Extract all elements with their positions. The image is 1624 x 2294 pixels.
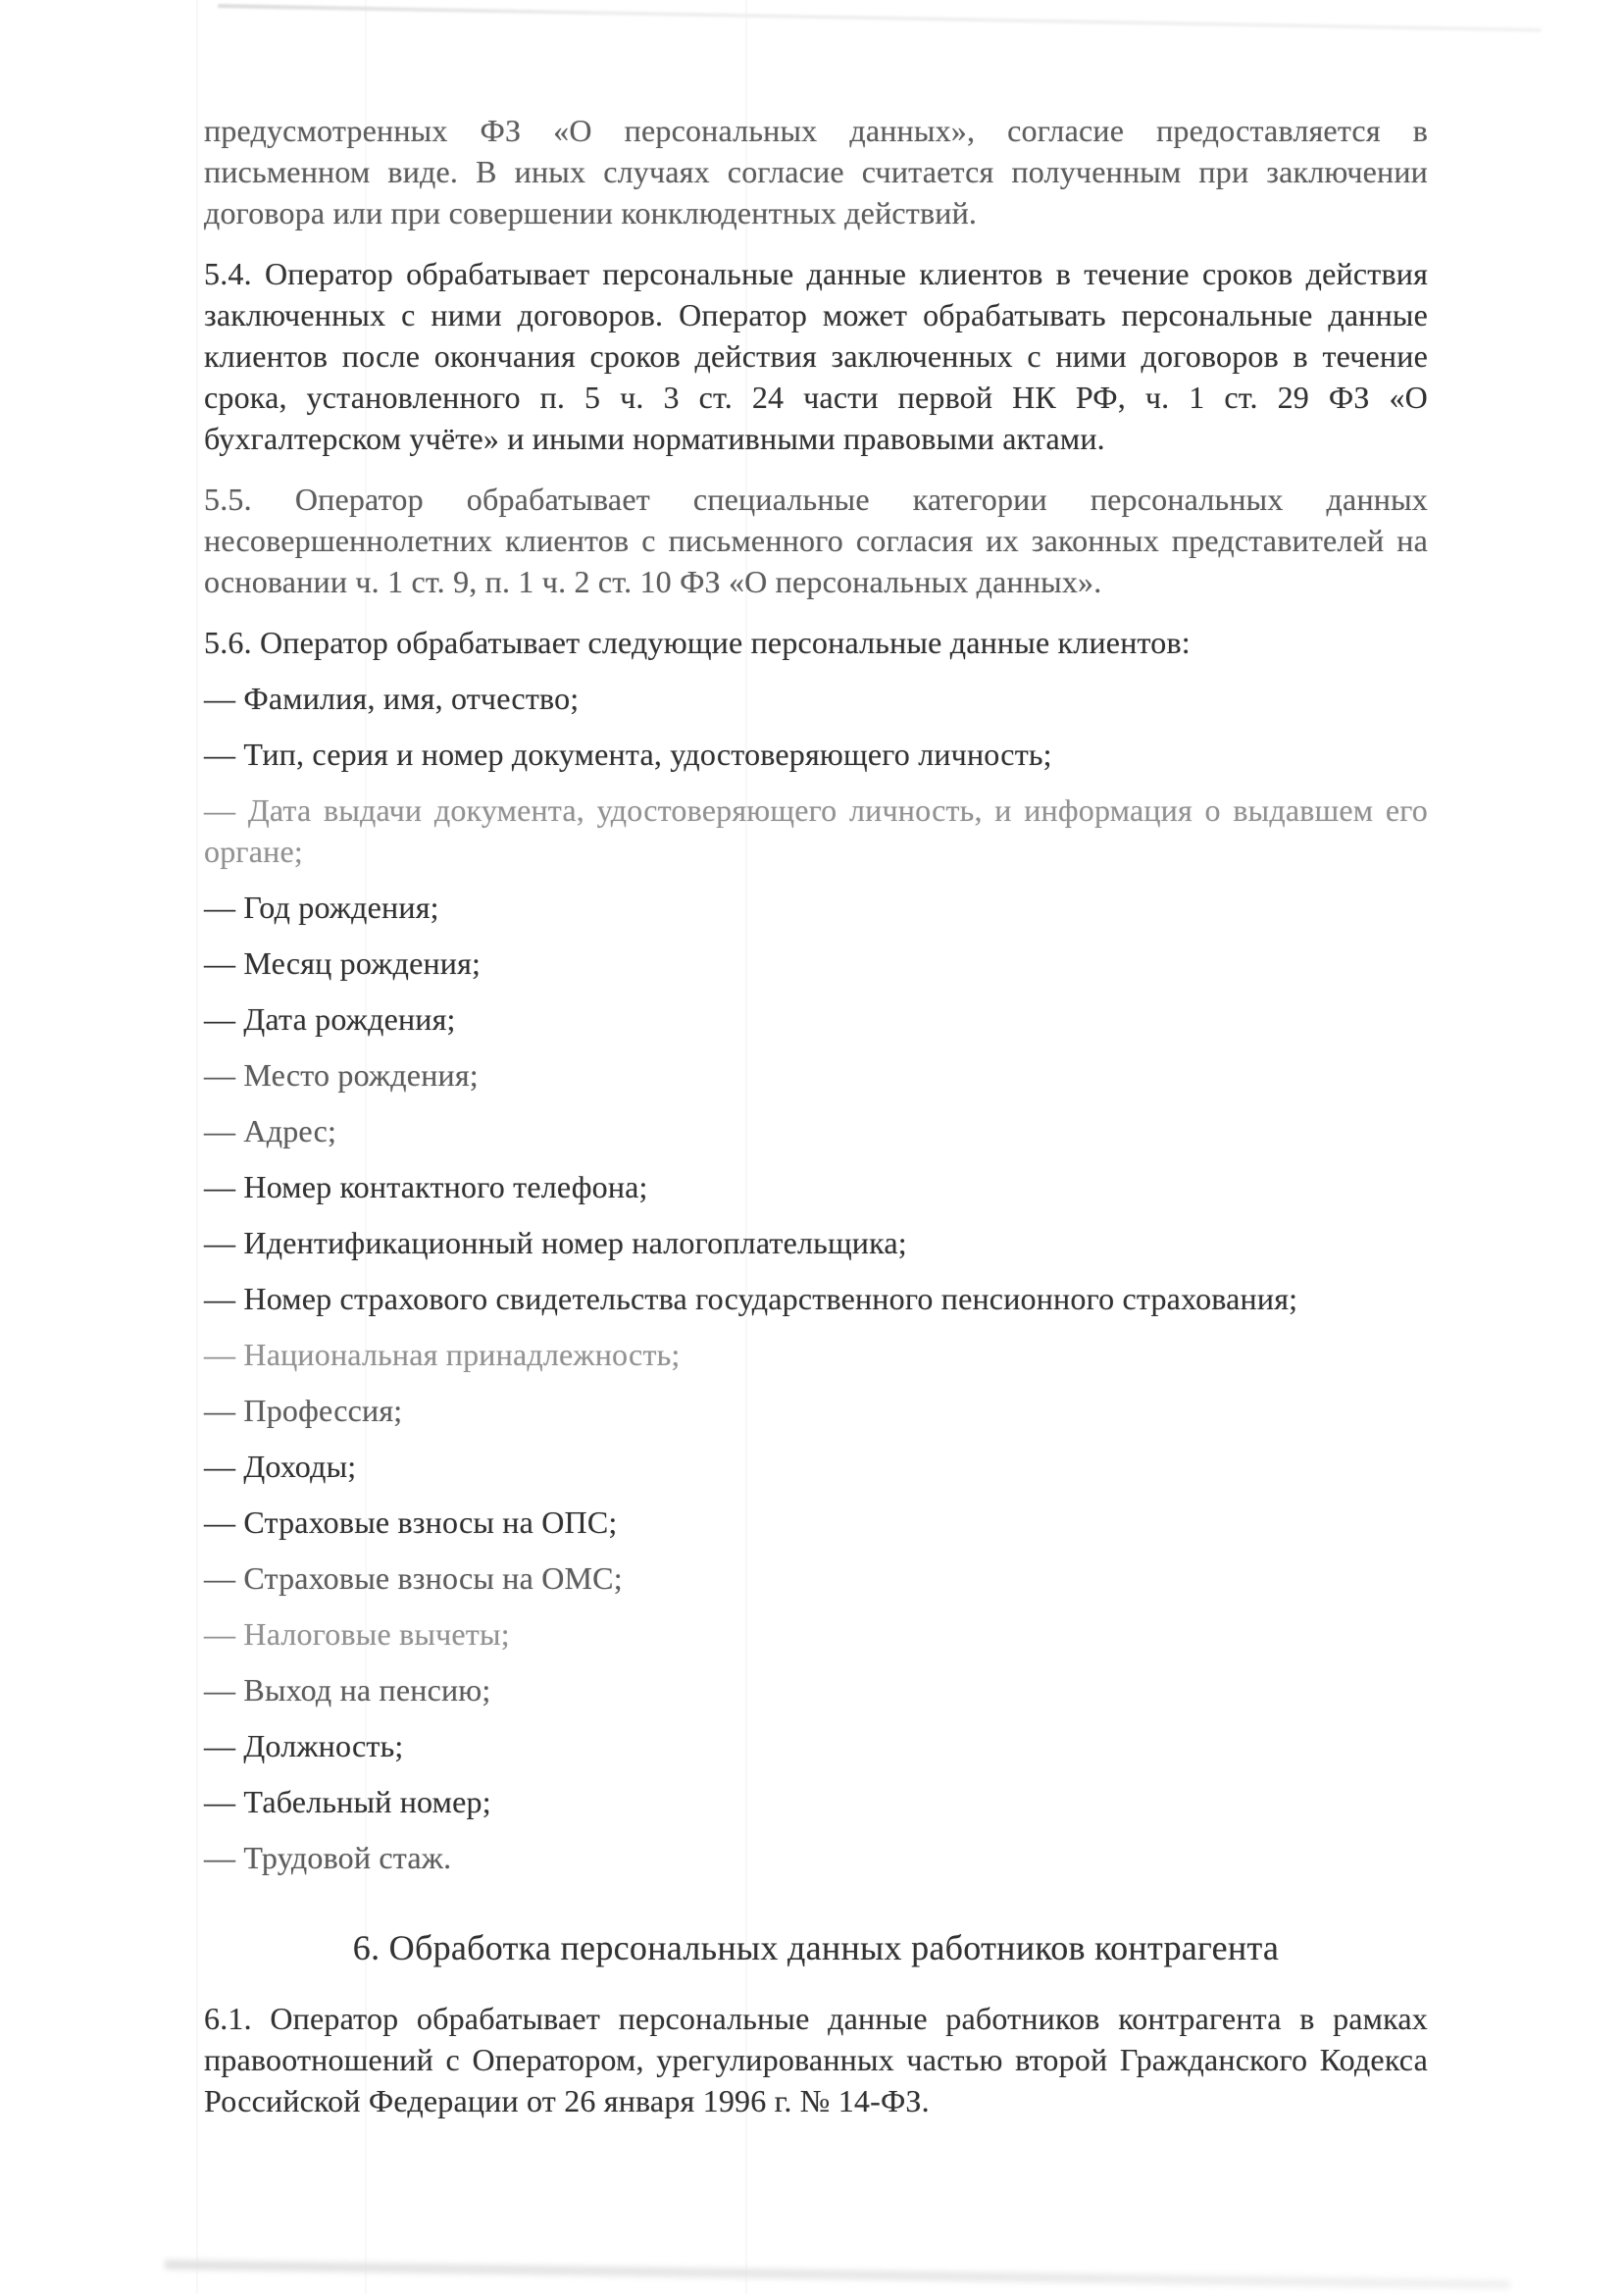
list-item: — Выход на пенсию; [204, 1672, 491, 1708]
list-item: — Трудовой стаж. [204, 1840, 452, 1875]
list-item: — Год рождения; [204, 890, 439, 925]
list-item: — Тип, серия и номер документа, удостоверяющего личность; [204, 737, 1052, 772]
paragraph-5-5: 5.5. Оператор обрабатывает специальные категории персональных данных несовершеннолетних клиентов с письменного согласия их законных представителей на основании ч. 1 ст. 9, п. 1 ч. 2 ст. 10 ФЗ «О персональных данных». [204, 482, 1428, 599]
list-item: — Дата выдачи документа, удостоверяющего личность, и информация о выдавшем его органе; [204, 792, 1428, 869]
list-item: — Адрес; [204, 1113, 337, 1148]
list-item: — Номер контактного телефона; [204, 1169, 648, 1204]
paragraph-6-1: 6.1. Оператор обрабатывает персональные данные работников контрагента в рамках правоотношений с Оператором, урегулированных частью второй Гражданского Кодекса Российской Федерации от 26 января 1996 г. № 14-ФЗ. [204, 2001, 1428, 2118]
list-item: — Налоговые вычеты; [204, 1616, 510, 1652]
paragraph-continuation: предусмотренных ФЗ «О персональных данных», согласие предоставляется в письменном виде. В иных случаях согласие считается полученным при заключении договора или при совершении конклюдентных действий. [204, 113, 1428, 230]
list-item: — Место рождения; [204, 1057, 479, 1093]
list-item: — Фамилия, имя, отчество; [204, 681, 580, 716]
list-item: — Национальная принадлежность; [204, 1337, 681, 1372]
document-text-block [204, 110, 1428, 2141]
list-item: — Месяц рождения; [204, 945, 482, 981]
list-item: — Дата рождения; [204, 1001, 456, 1037]
list-item: — Страховые взносы на ОПС; [204, 1504, 618, 1540]
list-item: — Должность; [204, 1728, 404, 1763]
list-item: — Идентификационный номер налогоплательщика; [204, 1225, 907, 1260]
paragraph-5-4: 5.4. Оператор обрабатывает персональные данные клиентов в течение сроков действия заключенных с ними договоров. Оператор может обрабатывать персональные данные клиентов после окончания сроков действия заключенных с ними договоров в течение срока, установленного п. 5 ч. 3 ст. 24 части первой НК РФ, ч. 1 ст. 29 ФЗ «О бухгалтерском учёте» и иными нормативными правовыми актами. [204, 256, 1428, 456]
paragraph-5-6: 5.6. Оператор обрабатывает следующие персональные данные клиентов: [204, 625, 1191, 660]
list-item: — Страховые взносы на ОМС; [204, 1560, 623, 1596]
section-6-heading: 6. Обработка персональных данных работников контрагента [352, 1928, 1280, 1967]
list-item: — Доходы; [204, 1449, 357, 1484]
scan-artifact-top [218, 4, 1542, 32]
list-item: — Номер страхового свидетельства государственного пенсионного страхования; [204, 1281, 1298, 1316]
list-item: — Табельный номер; [204, 1784, 491, 1819]
list-item: — Профессия; [204, 1393, 403, 1428]
scan-fold-line [196, 0, 198, 2294]
